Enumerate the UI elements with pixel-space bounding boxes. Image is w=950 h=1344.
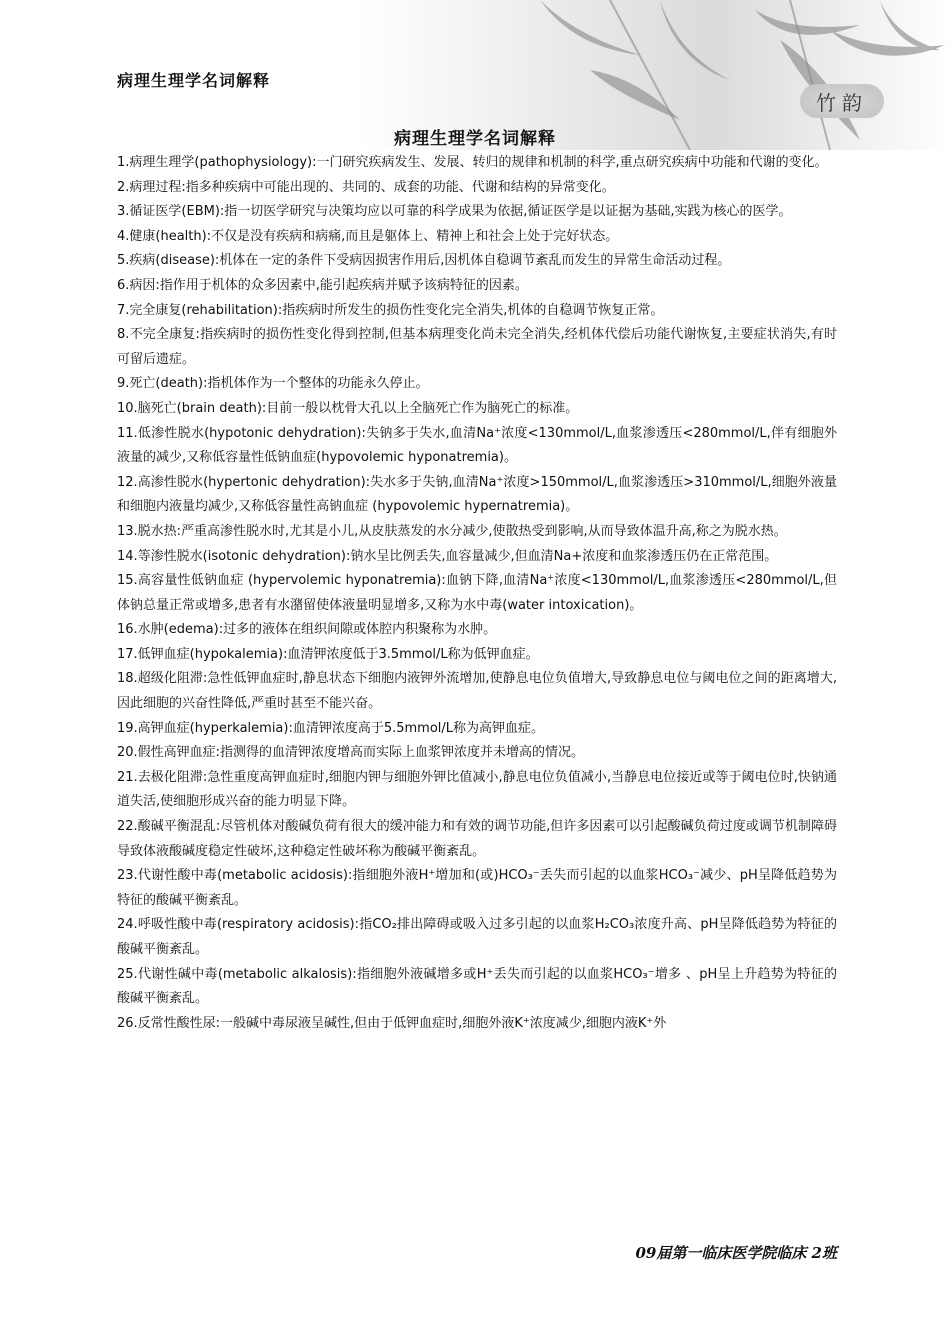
definition-entry: 18.超级化阻滞:急性低钾血症时,静息状态下细胞内液钾外流增加,使静息电位负值增大,导致静息电位与阈电位之间的距离增大,因此细胞的兴奋性降低,严重时甚至不能兴奋。 <box>117 671 837 712</box>
definition-entry: 10.脑死亡(brain death):目前一般以枕骨大孔以上全脑死亡作为脑死亡的标准。 <box>117 400 579 416</box>
definition-entry: 22.酸碱平衡混乱:尽管机体对酸碱负荷有很大的缓冲能力和有效的调节功能,但许多因素可以引起酸碱负荷过度或调节机制障碍导致体液酸碱度稳定性破坏,这种稳定性破坏称为酸碱平衡紊乱。 <box>117 819 837 859</box>
definition-entry: 24.呼吸性酸中毒(respiratory acidosis):指CO₂排出障碍或吸入过多引起的以血浆H₂CO₃浓度升高、pH呈降低趋势为特征的酸碱平衡紊乱。 <box>117 917 837 957</box>
definition-entry: 17.低钾血症(hypokalemia):血清钾浓度低于3.5mmol/L称为低钾血症。 <box>117 646 539 662</box>
definition-entry: 13.脱水热:严重高渗性脱水时,尤其是小儿,从皮肤蒸发的水分减少,使散热受到影响,从而导致体温升高,称之为脱水热。 <box>117 523 787 539</box>
definition-entry: 7.完全康复(rehabilitation):指疾病时所发生的损伤性变化完全消失,机体的自稳调节恢复正常。 <box>117 302 664 318</box>
definition-entry: 5.疾病(disease):机体在一定的条件下受病因损害作用后,因机体自稳调节紊乱而发生的异常生命活动过程。 <box>117 253 731 269</box>
definition-entry: 6.病因:指作用于机体的众多因素中,能引起疾病并赋予该病特征的因素。 <box>117 277 528 293</box>
definition-entry: 15.高容量性低钠血症 (hypervolemic hyponatremia):血钠下降,血清Na⁺浓度<130mmol/L,血浆渗透压<280mmol/L,但体钠总量正常或增多,患者有水潴留使体液量明显增多,又称为水中毒(water intoxication)。 <box>117 573 837 613</box>
definition-entry: 2.病理过程:指多种疾病中可能出现的、共同的、成套的功能、代谢和结构的异常变化。 <box>117 179 615 195</box>
definition-entry: 26.反常性酸性尿:一般碱中毒尿液呈碱性,但由于低钾血症时,细胞外液K⁺浓度减少,细胞内液K⁺外 <box>117 1015 667 1031</box>
definition-entry: 14.等渗性脱水(isotonic dehydration):钠水呈比例丢失,血容量减少,但血清Na+浓度和血浆渗透压仍在正常范围。 <box>117 548 778 564</box>
definition-entry: 11.低渗性脱水(hypotonic dehydration):失钠多于失水,血清Na⁺浓度<130mmol/L,血浆渗透压<280mmol/L,伴有细胞外液量的减少,又称低容量性低钠血症(hypovolemic hyponatremia)。 <box>117 425 837 466</box>
definition-entry: 21.去极化阻滞:急性重度高钾血症时,细胞内钾与细胞外钾比值减小,静息电位负值减小,当静息电位接近或等于阈电位时,快钠通道失活,使细胞形成兴奋的能力明显下降。 <box>117 769 837 810</box>
definition-entry: 16.水肿(edema):过多的液体在组织间隙或体腔内积聚称为水肿。 <box>117 622 497 638</box>
definitions-list <box>117 151 837 1036</box>
definition-entry: 20.假性高钾血症:指测得的血清钾浓度增高而实际上血浆钾浓度并未增高的情况。 <box>117 745 585 761</box>
running-header-title: 病理生理学名词解释 <box>117 71 271 90</box>
definition-entry: 9.死亡(death):指机体作为一个整体的功能永久停止。 <box>117 376 429 392</box>
definition-entry: 1.病理生理学(pathophysiology):一门研究疾病发生、发展、转归的规律和机制的科学,重点研究疾病中功能和代谢的变化。 <box>117 155 828 170</box>
definition-entry: 8.不完全康复:指疾病时的损伤性变化得到控制,但基本病理变化尚未完全消失,经机体代偿后功能代谢恢复,主要症状消失,有时可留后遗症。 <box>117 327 837 367</box>
definition-entry: 4.健康(health):不仅是没有疾病和病痛,而且是躯体上、精神上和社会上处于完好状态。 <box>117 228 619 244</box>
definition-entry: 23.代谢性酸中毒(metabolic acidosis):指细胞外液H⁺增加和(或)HCO₃⁻丢失而引起的以血浆HCO₃⁻减少、pH呈降低趋势为特征的酸碱平衡紊乱。 <box>117 868 837 908</box>
zhuyun-seal: 竹韵 <box>800 84 884 118</box>
document-title: 病理生理学名词解释 <box>394 129 556 149</box>
page-footer: 09届第一临床医学院临床 2班 <box>635 1244 837 1262</box>
definition-entry: 19.高钾血症(hyperkalemia):血清钾浓度高于5.5mmol/L称为高钾血症。 <box>117 720 545 736</box>
definition-entry: 3.循证医学(EBM):指一切医学研究与决策均应以可靠的科学成果为依据,循证医学是以证据为基础,实践为核心的医学。 <box>117 204 792 220</box>
definition-entry: 25.代谢性碱中毒(metabolic alkalosis):指细胞外液碱增多或H⁺丢失而引起的以血浆HCO₃⁻增多 、pH呈上升趋势为特征的酸碱平衡紊乱。 <box>117 966 837 1007</box>
definition-entry: 12.高渗性脱水(hypertonic dehydration):失水多于失钠,血清Na⁺浓度>150mmol/L,血浆渗透压>310mmol/L,细胞外液量和细胞内液量均减少,又称低容量性高钠血症 (hypovolemic hypernatremia)。 <box>117 474 837 515</box>
